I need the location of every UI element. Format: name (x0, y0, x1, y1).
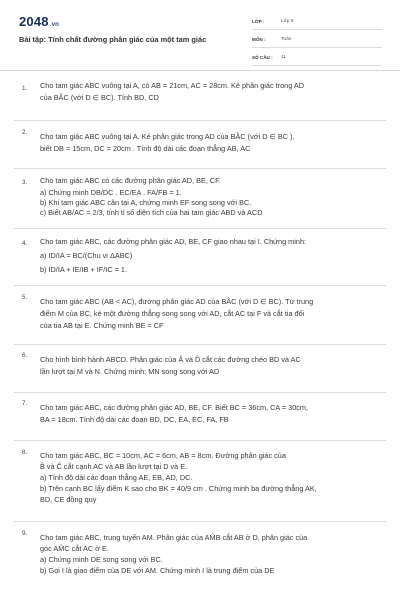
problem-number: 3. (22, 179, 28, 186)
problem-line: điểm M của BC, kẻ một đường thẳng song song với AD, cắt AC tại F và cắt tia đối (40, 309, 305, 318)
divider (14, 228, 386, 229)
divider (14, 440, 386, 441)
problem-number: 7. (22, 400, 28, 407)
divider (14, 168, 386, 169)
problem-line: lần lượt tại M và N. Chứng minh: MN song song với AD (40, 367, 220, 376)
meta-info (252, 14, 382, 68)
divider (14, 120, 386, 121)
problem-text (40, 532, 385, 576)
problem-line: b) Gọi I là giao điểm của DE với AM. Chứng minh I là trung điểm của DE (40, 566, 275, 575)
problem-line: Cho tam giác ABC vuông tại A, có AB = 21cm, AC = 28cm. Kẻ phân giác trong AD (40, 81, 305, 90)
problem-line: c) Biết AB/AC = 2/3, tính tỉ số diện tích của hai tam giác ABD và ACD (40, 208, 263, 217)
page-title: Bài tập: Tính chất đường phân giác của một tam giác (19, 35, 207, 44)
problem-line: BD, CE đồng quy (40, 495, 97, 504)
problem-number: 5. (22, 294, 28, 301)
problem-line: a) Chứng minh DB/DC . EC/EA . FA/FB = 1. (40, 188, 182, 197)
meta-value: Lớp 8 (281, 19, 294, 24)
problem-line: Cho tam giác ABC (AB < AC), đường phân giác AD của BÂC (với D ∈ BC). Từ trung (40, 297, 314, 306)
problem-line: Cho tam giác ABC, các đường phân giác AD, BE, CF. Biết BC = 36cm, CA = 30cm, (40, 403, 309, 412)
problem-number: 4. (22, 240, 28, 247)
problem-text (40, 235, 385, 277)
problem-line: Cho tam giác ABC có các đường phân giác AD, BE, CF. (40, 176, 221, 185)
worksheet-header (0, 0, 400, 71)
meta-row-count (252, 50, 382, 66)
problem-number: 9. (22, 530, 28, 537)
meta-value: 11 (281, 55, 286, 60)
problem-text (40, 402, 385, 426)
problem-number: 6. (22, 352, 28, 359)
meta-label: SỐ CÂU : (252, 55, 273, 60)
problem-number: 1. (22, 85, 28, 92)
problem-number: 8. (22, 449, 28, 456)
meta-row-class (252, 14, 382, 30)
problem-line: của tia AB tại E. Chứng minh BE = CF (40, 321, 164, 330)
problem-line: a) Chứng minh DE song song với BC. (40, 555, 163, 564)
divider (14, 344, 386, 345)
problem-text (40, 131, 385, 155)
problem-line: a) ID/IA = BC/(Chu vi ΔABC) (40, 251, 133, 260)
problem-line: biết DB = 15cm, DC = 20cm . Tính độ dài các đoạn thẳng AB, AC (40, 144, 251, 153)
problem-line: Cho hình bình hành ABCD. Phân giác của Â và D̂ cắt các đường chéo BD và AC (40, 355, 301, 364)
problem-text (40, 450, 385, 505)
site-logo[interactable] (19, 14, 59, 29)
problem-line: Cho tam giác ABC, các đường phân giác AD, BE, CF giao nhau tại I. Chứng minh: (40, 237, 307, 246)
problem-text (40, 354, 385, 378)
meta-value: Toán (281, 37, 292, 42)
problem-line: góc AM̂C cắt AC ở E. (40, 544, 109, 553)
problem-line: a) Tính độ dài các đoạn thẳng AE, EB, AD, DC. (40, 473, 193, 482)
problem-line: B̂ và Ĉ cắt cạnh AC và AB lần lượt tại D và E. (40, 462, 188, 471)
problem-number: 2. (22, 129, 28, 136)
logo-suffix: .vn (49, 22, 60, 28)
divider (14, 521, 386, 522)
meta-label: MÔN : (252, 37, 266, 42)
problem-line: Cho tam giác ABC, BC = 10cm, AC = 6cm, AB = 8cm. Đường phân giác của (40, 451, 286, 460)
problem-line: của BÂC (với D ∈ BC). Tính BD, CD (40, 93, 159, 102)
problem-line: b) Trên cạnh BC lấy điểm K sao cho BK = 40/9 cm . Chứng minh ba đường thẳng AK, (40, 484, 317, 493)
problem-text (40, 296, 385, 332)
divider (14, 285, 386, 286)
meta-label: LỚP : (252, 19, 265, 24)
problem-line: b) ID/IA + IE/IB + IF/IC = 1. (40, 265, 127, 274)
problem-line: Cho tam giác ABC vuông tại A. Kẻ phân giác trong AD của BÂC (với D ∈ BC ), (40, 132, 295, 141)
problem-text (40, 80, 385, 104)
problem-line: BA = 18cm. Tính độ dài các đoạn BD, DC, EA, EC, FA, FB (40, 415, 229, 424)
divider (14, 392, 386, 393)
logo-text: 2048 (19, 14, 49, 29)
meta-row-subject (252, 32, 382, 48)
problem-line: b) Khi tam giác ABC cân tại A, chứng minh EF song song với BC. (40, 198, 252, 207)
problem-line: Cho tam giác ABC, trung tuyến AM. Phân giác của AM̂B cắt AB ở D, phân giác của (40, 533, 308, 542)
problem-text (40, 174, 385, 218)
